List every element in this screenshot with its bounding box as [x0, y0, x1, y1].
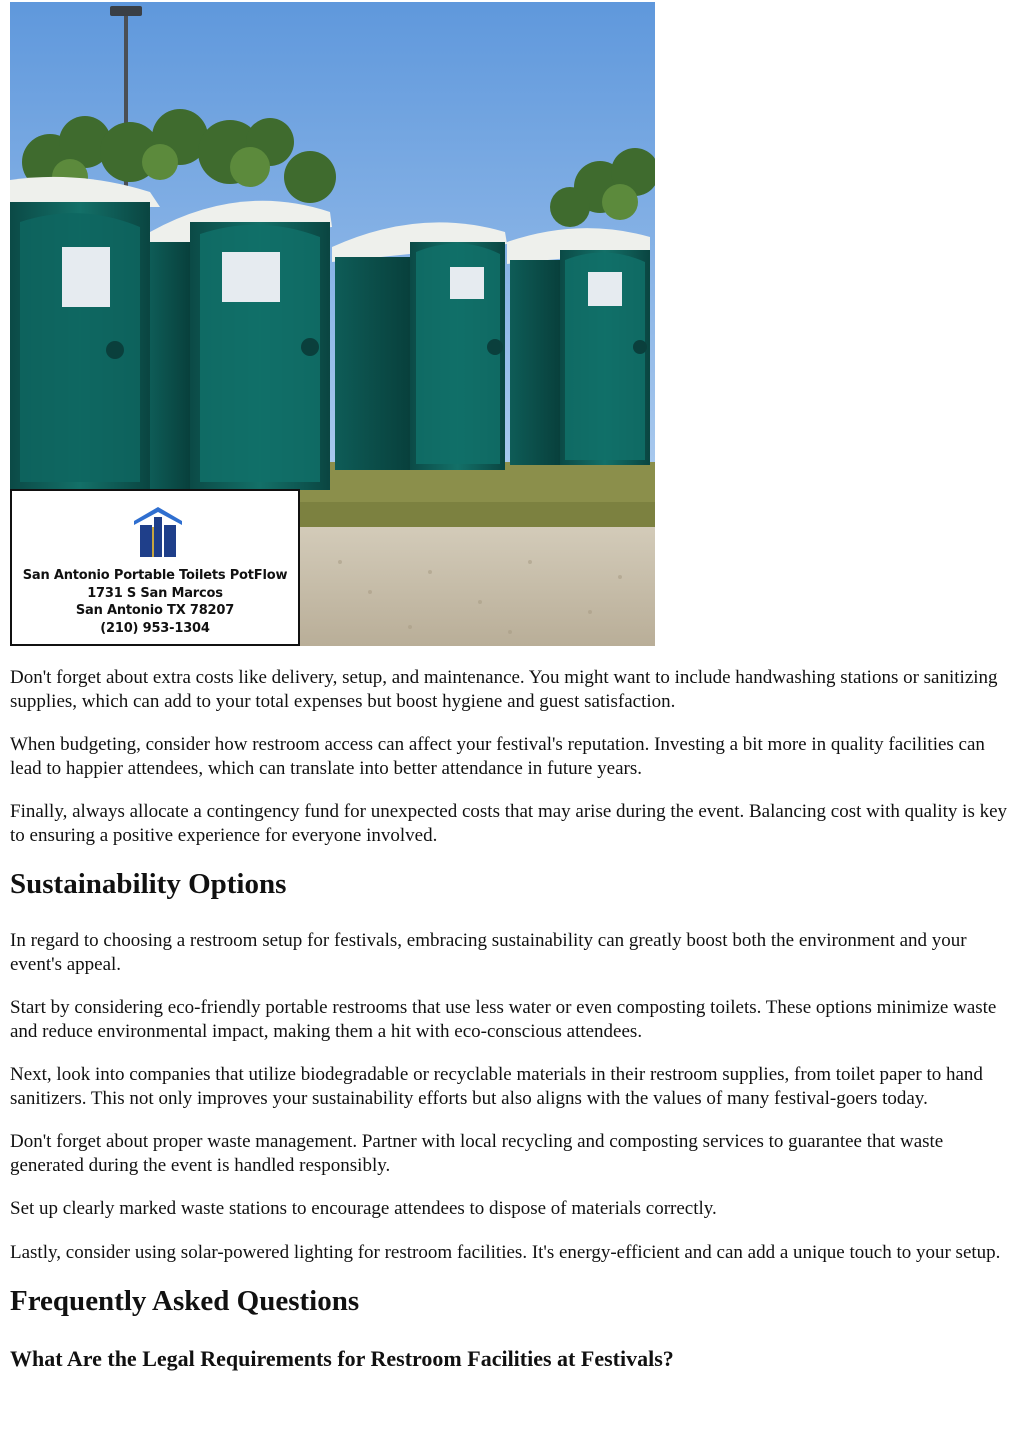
paragraph-budgeting: When budgeting, consider how restroom access can affect your festival's reputation. Investing a bit more in quality facilities can lead to happier attendees, which can translate into better attendance in future years. — [10, 734, 985, 779]
paragraph-waste-stations: Set up clearly marked waste stations to encourage attendees to dispose of materials correctly. — [10, 1198, 717, 1219]
heading-sustainability: Sustainability Options — [10, 868, 287, 900]
company-street: 1731 S San Marcos — [87, 585, 223, 601]
paragraph-contingency: Finally, always allocate a contingency fund for unexpected costs that may arise during the event. Balancing cost with quality is key to ensuring a positive experience for everyone involved. — [10, 801, 1008, 846]
paragraph-solar-lighting: Lastly, consider using solar-powered lighting for restroom facilities. It's energy-efficient and can add a unique touch to your setup. — [10, 1241, 1001, 1263]
paragraph-waste-management: Don't forget about proper waste management. Partner with local recycling and composting services to guarantee that waste generated during the event is handled responsibly. — [10, 1131, 944, 1176]
heading-faq: Frequently Asked Questions — [10, 1285, 360, 1317]
company-name: San Antonio Portable Toilets PotFlow — [22, 568, 288, 583]
paragraph-eco-friendly: Start by considering eco-friendly portable restrooms that use less water or even composting toilets. These options minimize waste and reduce environmental impact, making them a hit with eco-conscious attendees. — [10, 997, 997, 1042]
company-city: San Antonio TX 78207 — [75, 603, 235, 618]
company-logo-card — [10, 489, 300, 646]
paragraph-extra-costs: Don't forget about extra costs like delivery, setup, and maintenance. You might want to include handwashing stations or sanitizing supplies, which can add to your total expenses but boost hygiene and guest satisfaction. — [10, 667, 998, 712]
faq-question: What Are the Legal Requirements for Restroom Facilities at Festivals? — [10, 1346, 674, 1371]
paragraph-biodegradable: Next, look into companies that utilize biodegradable or recyclable materials in their restroom supplies, from toilet paper to hand sanitizers. This not only improves your sustainability efforts but also aligns with the values of many festival-goers today. — [10, 1064, 983, 1109]
company-phone: (210) 953-1304 — [100, 620, 210, 636]
article-body — [10, 666, 1010, 1372]
building-logo-icon — [130, 503, 186, 559]
company-address-block — [12, 567, 298, 637]
paragraph-sustainability-intro: In regard to choosing a restroom setup for festivals, embracing sustainability can greatly boost both the environment and your event's appeal. — [10, 930, 967, 975]
